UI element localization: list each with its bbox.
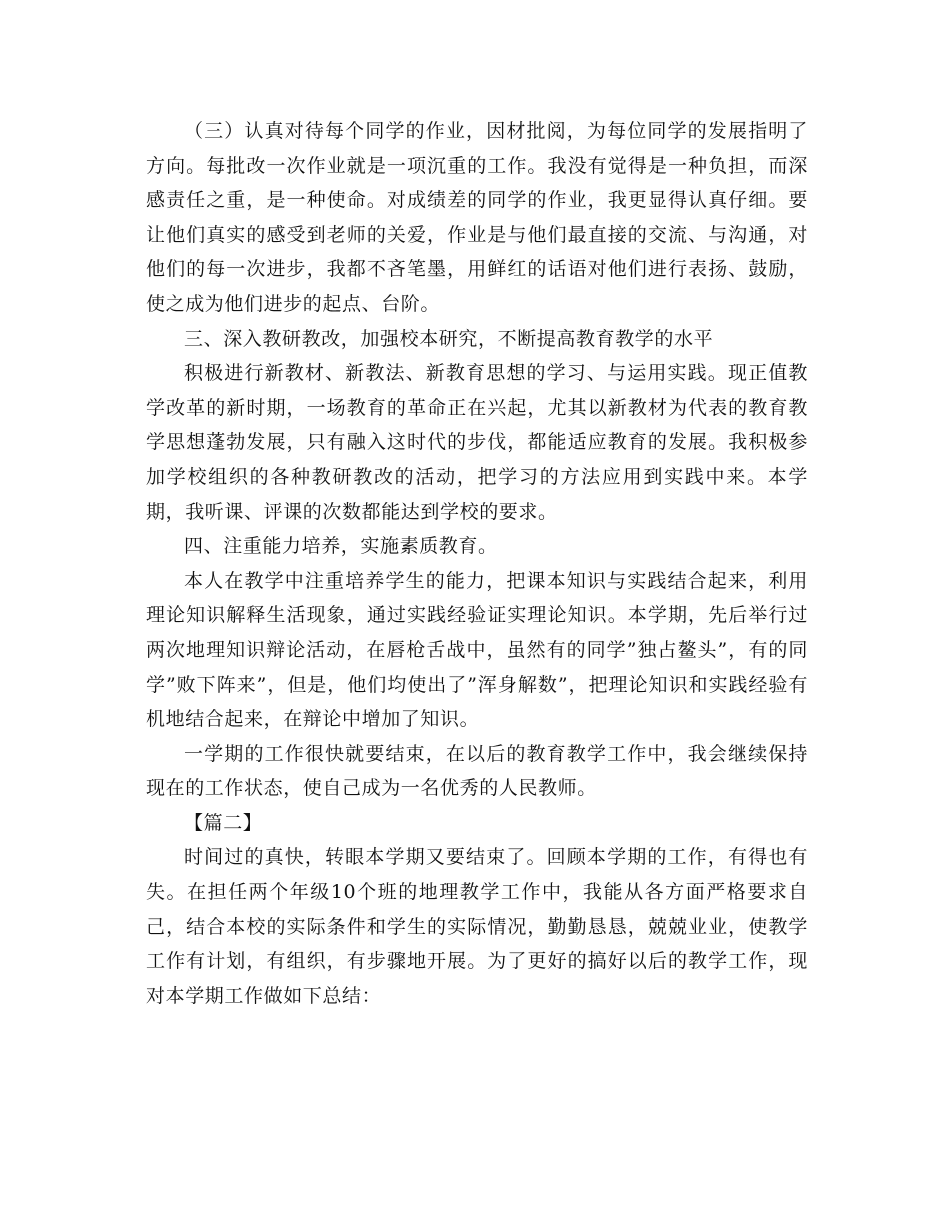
paragraph-closing: 一学期的工作很快就要结束，在以后的教育教学工作中，我会继续保持现在的工作状态，使自己成为一名优秀的人民教师。 bbox=[146, 742, 808, 800]
paragraph-research: 积极进行新教材、新教法、新教育思想的学习、与运用实践。现正值教学改革的新时期，一场教育的革命正在兴起，尤其以新教材为代表的教育教学思想蓬勃发展，只有融入这时代的步伐，都能适应教育的发展。我积极参加学校组织的各种教研教改的活动，把学习的方法应用到实践中来。本学期，我听课、评课的次数都能达到学校的要求。 bbox=[146, 362, 808, 523]
paragraph-part-two-intro: 时间过的真快，转眼本学期又要结束了。回顾本学期的工作，有得也有失。在担任两个年级10个班的地理教学工作中，我能从各方面严格要求自己，结合本校的实际条件和学生的实际情况，勤勤恳恳，兢兢业业，使教学工作有计划，有组织，有步骤地开展。为了更好的搞好以后的教学工作，现对本学期工作做如下总结： bbox=[146, 846, 808, 1007]
part-two-heading: 【篇二】 bbox=[184, 811, 263, 834]
paragraph-ability: 本人在教学中注重培养学生的能力，把课本知识与实践结合起来，利用理论知识解释生活现象，通过实践经验证实理论知识。本学期，先后举行过两次地理知识辩论活动，在唇枪舌战中，虽然有的同学”独占鳌头”，有的同学”败下阵来”，但是，他们均使出了”浑身解数”，把理论知识和实践经验有机地结合起来，在辩论中增加了知识。 bbox=[146, 569, 808, 731]
section-heading-research: 三、深入教研教改，加强校本研究，不断提高教育教学的水平 bbox=[184, 327, 714, 350]
paragraph-homework: （三）认真对待每个同学的作业，因材批阅，为每位同学的发展指明了方向。每批改一次作业就是一项沉重的工作。我没有觉得是一种负担，而深感责任之重，是一种使命。对成绩差的同学的作业，我更显得认真仔细。要让他们真实的感受到老师的关爱，作业是与他们最直接的交流、与沟通，对他们的每一次进步，我都不吝笔墨，用鲜红的话语对他们进行表扬、鼓励，使之成为他们进步的起点、台阶。 bbox=[146, 120, 808, 315]
document-body bbox=[146, 114, 808, 1013]
section-heading-ability: 四、注重能力培养，实施素质教育。 bbox=[184, 535, 498, 558]
